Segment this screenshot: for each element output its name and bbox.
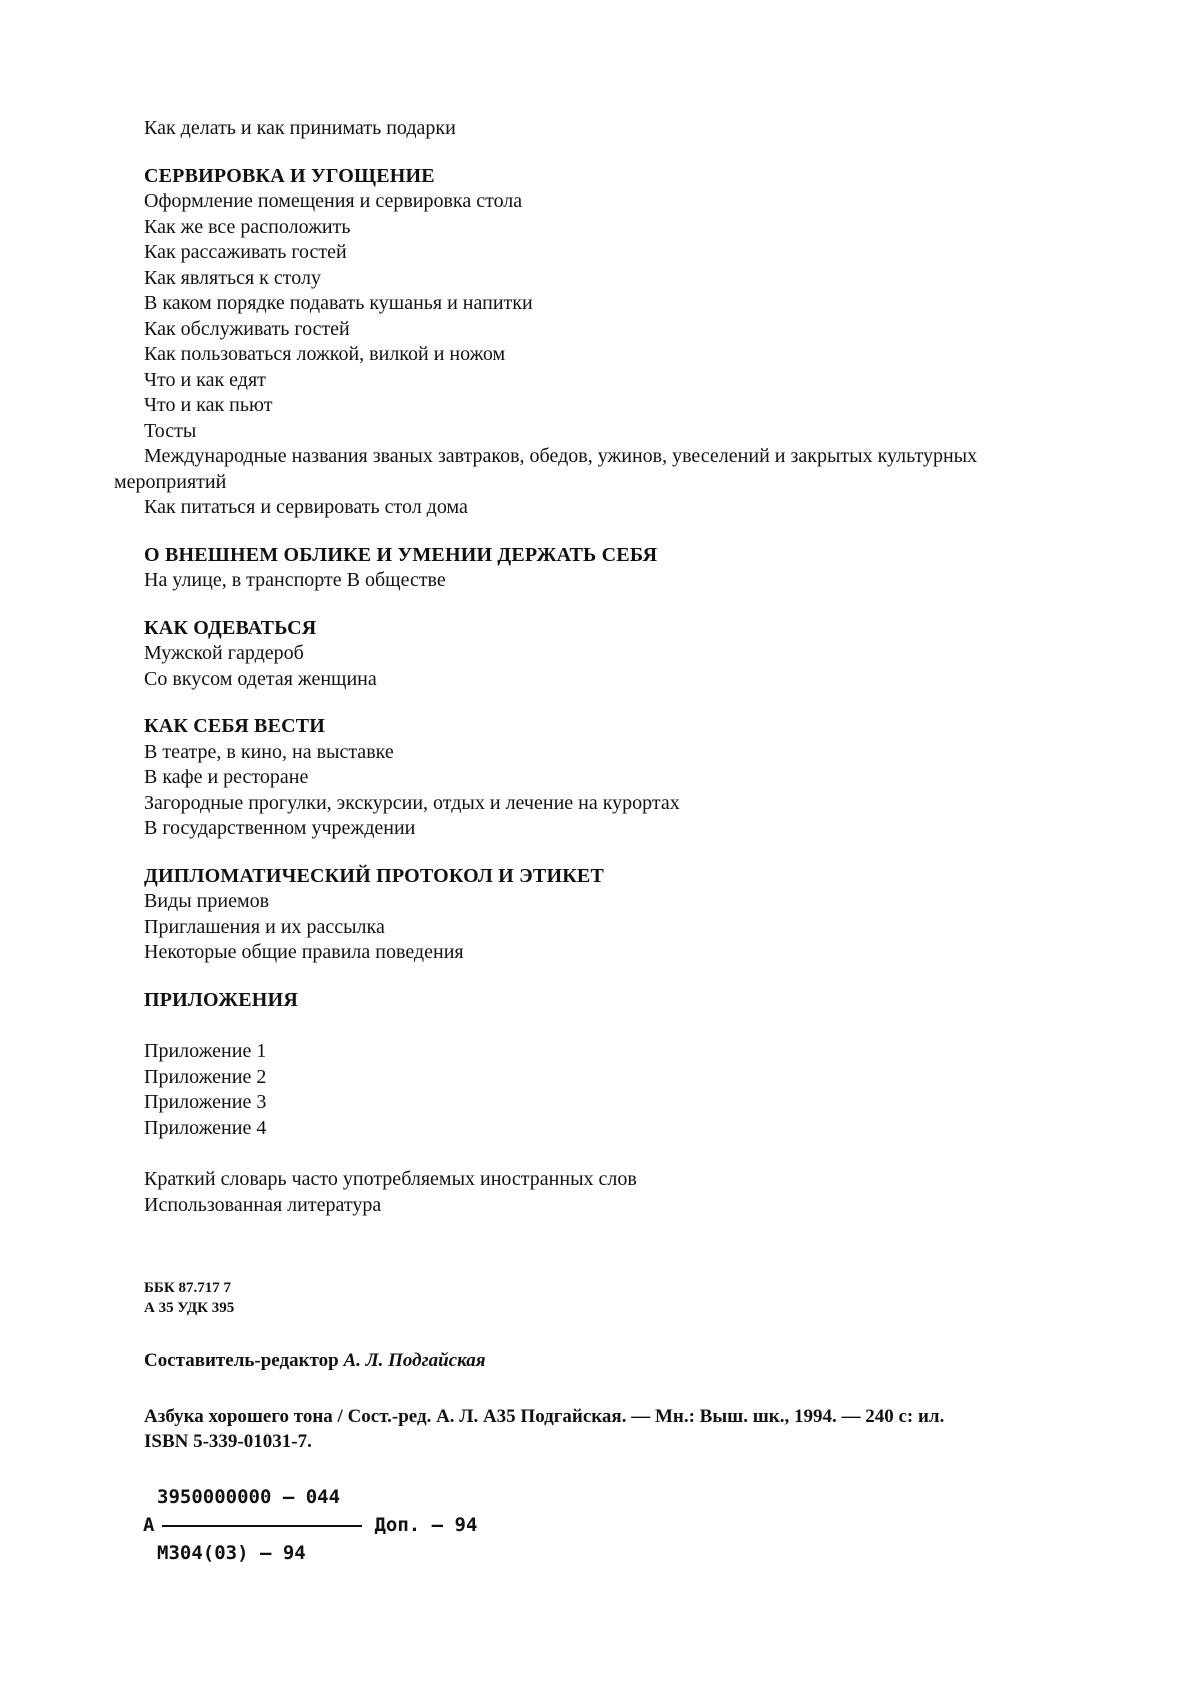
list-item: Как питаться и сервировать стол дома	[144, 496, 468, 518]
udk-code: А 35 УДК 395	[144, 1300, 235, 1316]
list-item-wrapped	[114, 444, 1104, 495]
section-title: СЕРВИРОВКА И УГОЩЕНИЕ	[144, 164, 435, 187]
compiler-label: Составитель-редактор	[144, 1350, 344, 1371]
formula-denominator: М304(03) — 94	[157, 1542, 306, 1564]
list-item: Приглашения и их рассылка	[144, 915, 385, 938]
appendix-item: Приложение 1	[144, 1040, 267, 1062]
section-title: КАК СЕБЯ ВЕСТИ	[144, 715, 326, 737]
section-title: КАК ОДЕВАТЬСЯ	[144, 616, 317, 639]
section-behavior	[144, 714, 1104, 842]
wrapped-item-second-line: мероприятий	[114, 470, 227, 493]
compiler-credit	[144, 1348, 1104, 1374]
section-serving	[114, 164, 1104, 521]
intro-line: Как делать и как принимать подарки	[144, 117, 456, 139]
list-item: Что и как пьют	[144, 394, 273, 416]
list-item: В каком порядке подавать кушанья и напитки	[144, 292, 533, 314]
spacer	[144, 1013, 1104, 1039]
table-of-contents	[114, 116, 1104, 1454]
publisher-code-formula	[143, 1483, 477, 1567]
spacer	[144, 1141, 1104, 1167]
appendix-item: Приложение 3	[144, 1091, 267, 1113]
classification-codes	[144, 1278, 1104, 1318]
list-item: Как обслуживать гостей	[144, 317, 350, 340]
section-appearance	[144, 543, 1104, 594]
list-item: Как же все расположить	[144, 215, 351, 238]
section-title: О ВНЕШНЕМ ОБЛИКЕ И УМЕНИИ ДЕРЖАТЬ СЕБЯ	[144, 543, 658, 566]
wrapped-item-first-line: Международные названия званых завтраков, обедов, ужинов, увеселений и закрытых культурных	[144, 445, 978, 467]
list-item: Некоторые общие правила поведения	[144, 941, 464, 963]
list-item: В театре, в кино, на выставке	[144, 740, 394, 763]
appendix-item: Приложение 4	[144, 1116, 267, 1139]
list-item: Тосты	[144, 419, 197, 442]
list-item: В государственном учреждении	[144, 817, 416, 839]
references-item: Использованная литература	[144, 1193, 382, 1216]
fraction-bar	[162, 1525, 362, 1527]
list-item: Виды приемов	[144, 890, 270, 912]
isbn-line: ISBN 5-339-01031-7.	[144, 1430, 312, 1452]
list-item: Как пользоваться ложкой, вилкой и ножом	[144, 343, 506, 365]
list-item: Загородные прогулки, экскурсии, отдых и лечение на курортах	[144, 791, 680, 814]
bbk-code: ББК 87.717 7	[144, 1280, 231, 1296]
formula-suffix: Доп. — 94	[374, 1514, 478, 1536]
bibliographic-imprint	[144, 1404, 1104, 1454]
list-item: Как рассаживать гостей	[144, 241, 347, 263]
section-appendices	[144, 988, 1104, 1219]
list-item: Мужской гардероб	[144, 642, 304, 664]
formula-prefix: А	[143, 1514, 155, 1536]
list-item: На улице, в транспорте В обществе	[144, 569, 446, 591]
glossary-item: Краткий словарь часто употребляемых иностранных слов	[144, 1168, 637, 1190]
list-item: В кафе и ресторане	[144, 766, 309, 788]
imprint-line: Азбука хорошего тона / Сост.-ред. А. Л. А35 Подгайская. — Мн.: Выш. шк., 1994. — 240 с: ил.	[144, 1405, 945, 1427]
compiler-name: А. Л. Подгайская	[343, 1350, 486, 1371]
list-item: Как являться к столу	[144, 266, 321, 289]
appendix-item: Приложение 2	[144, 1065, 267, 1088]
section-title: ДИПЛОМАТИЧЕСКИЙ ПРОТОКОЛ И ЭТИКЕТ	[144, 864, 604, 887]
formula-middle-row	[143, 1511, 477, 1539]
list-item: Что и как едят	[144, 368, 266, 391]
section-dressing	[144, 616, 1104, 693]
formula-numerator: 3950000000 — 044	[157, 1486, 341, 1508]
section-protocol	[144, 864, 1104, 966]
list-item: Оформление помещения и сервировка стола	[144, 190, 523, 212]
list-item: Со вкусом одетая женщина	[144, 667, 377, 690]
section-title: ПРИЛОЖЕНИЯ	[144, 988, 298, 1011]
